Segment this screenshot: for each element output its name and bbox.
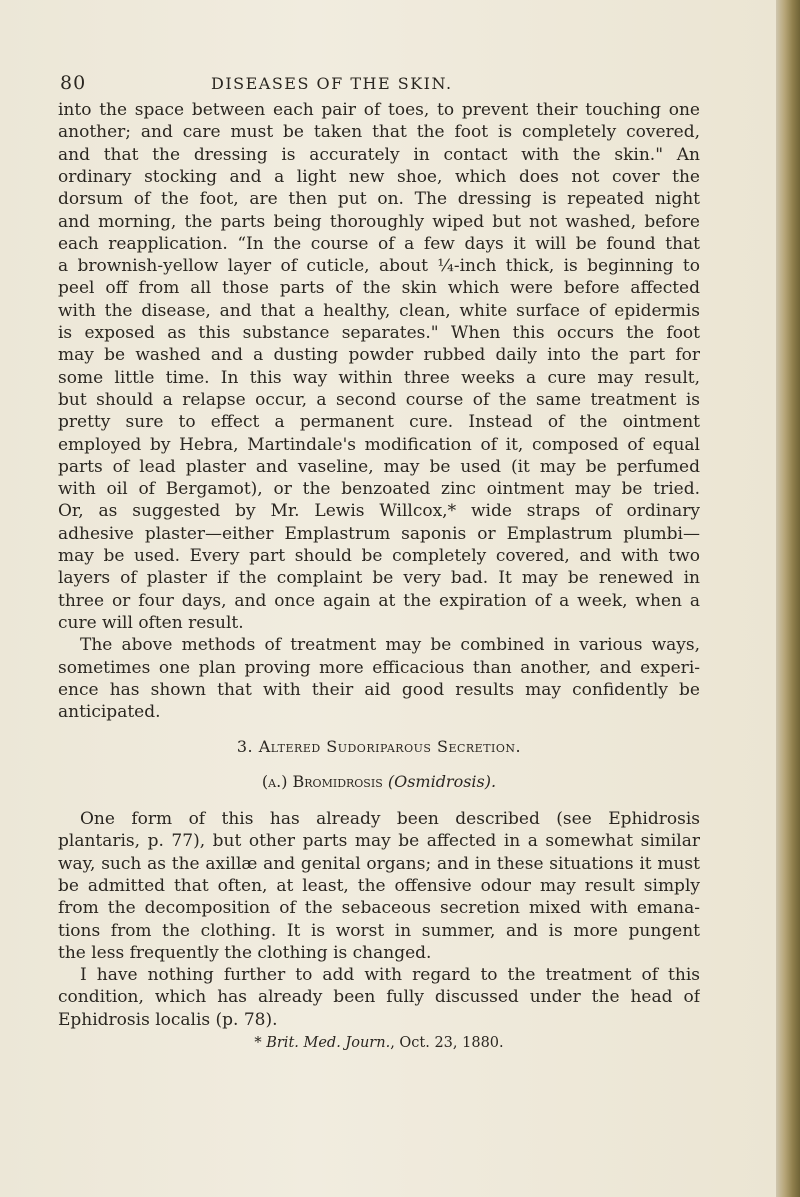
text-line: parts of lead plaster and vaseline, may be used (it may be perfumed bbox=[58, 456, 700, 477]
section-heading: 3. Altered Sudoriparous Secretion. bbox=[236, 737, 522, 756]
text-line: may be washed and a dusting powder rubbed daily into the part for bbox=[58, 345, 700, 366]
text-line: a brownish-yellow layer of cuticle, about ¼-inch thick, is beginning to bbox=[58, 256, 700, 277]
text-line: plantaris, p. 77), but other parts may be affected in a somewhat similar bbox=[58, 831, 700, 852]
text-line: and morning, the parts being thoroughly wiped but not washed, before bbox=[58, 211, 700, 232]
text-line: into the space between each pair of toes, to prevent their touching one bbox=[58, 100, 700, 120]
text-line: may be used. Every part should be completely covered, and with two bbox=[58, 546, 700, 566]
text-line: with the disease, and that a healthy, clean, white surface of epidermis bbox=[58, 300, 700, 321]
footnote-source: Brit. Med. Journ. bbox=[266, 1035, 391, 1051]
text-line: ordinary stocking and a light new shoe, which does not cover the bbox=[58, 166, 700, 187]
text-line: dorsum of the foot, are then put on. The dressing is repeated night bbox=[58, 189, 700, 210]
text-line: anticipated. bbox=[58, 702, 161, 723]
text-line: layers of plaster if the complaint be very bad. It may be renewed in bbox=[58, 568, 700, 589]
page-header bbox=[60, 72, 700, 96]
text-line: each reapplication. “In the course of a few days it will be found that bbox=[58, 233, 700, 254]
text-line: I have nothing further to add with regard to the treatment of this bbox=[80, 965, 700, 986]
text-line: is exposed as this substance separates." When this occurs the foot bbox=[58, 323, 700, 343]
text-line: from the decomposition of the sebaceous secretion mixed with emana- bbox=[58, 898, 700, 919]
page-number: 80 bbox=[60, 72, 87, 94]
footnote bbox=[58, 1033, 700, 1053]
text-line: Ephidrosis localis (p. 78). bbox=[58, 1009, 278, 1030]
text-line: way, such as the axillæ and genital organs; and in these situations it must bbox=[58, 853, 700, 874]
text-line: some little time. In this way within three weeks a cure may result, bbox=[58, 367, 700, 388]
subsection-label: (a.) Bromidrosis bbox=[261, 772, 383, 791]
text-line: The above methods of treatment may be combined in various ways, bbox=[80, 635, 700, 656]
text-line: but should a relapse occur, a second course of the same treatment is bbox=[58, 389, 700, 410]
text-line: condition, which has already been fully discussed under the head of bbox=[58, 987, 700, 1008]
text-line: be admitted that often, at least, the offensive odour may result simply bbox=[58, 875, 700, 896]
text-line: cure will often result. bbox=[58, 612, 244, 633]
footnote-date: , Oct. 23, 1880. bbox=[390, 1035, 504, 1051]
text-line: another; and care must be taken that the foot is completely covered, bbox=[58, 122, 700, 143]
text-line: and that the dressing is accurately in contact with the skin." An bbox=[58, 144, 700, 165]
text-line: peel off from all those parts of the skin which were before affected bbox=[58, 278, 700, 299]
text-line: tions from the clothing. It is worst in summer, and is more pungent bbox=[58, 920, 700, 941]
text-line: ence has shown that with their aid good results may confidently be bbox=[58, 679, 700, 700]
text-line: the less frequently the clothing is changed. bbox=[58, 942, 432, 963]
text-line: employed by Hebra, Martindale's modification of it, composed of equal bbox=[58, 434, 700, 455]
page-edge bbox=[776, 0, 800, 1197]
text-line: Or, as suggested by Mr. Lewis Willcox,* wide straps of ordinary bbox=[58, 501, 700, 522]
subsection-heading bbox=[58, 771, 700, 793]
text-line: sometimes one plan proving more efficacious than another, and experi- bbox=[58, 657, 700, 678]
running-head: DISEASES OF THE SKIN. bbox=[211, 74, 453, 93]
footnote-marker: * bbox=[254, 1035, 262, 1051]
subsection-alt-name: (Osmidrosis). bbox=[387, 772, 497, 791]
text-line: three or four days, and once again at the expiration of a week, when a bbox=[58, 590, 700, 611]
text-line: One form of this has already been described (see Ephidrosis bbox=[80, 809, 700, 829]
text-line: with oil of Bergamot), or the benzoated zinc ointment may be tried. bbox=[58, 479, 700, 500]
text-line: pretty sure to effect a permanent cure. Instead of the ointment bbox=[58, 412, 700, 433]
text-line: adhesive plaster—either Emplastrum saponis or Emplastrum plumbi— bbox=[58, 523, 700, 544]
